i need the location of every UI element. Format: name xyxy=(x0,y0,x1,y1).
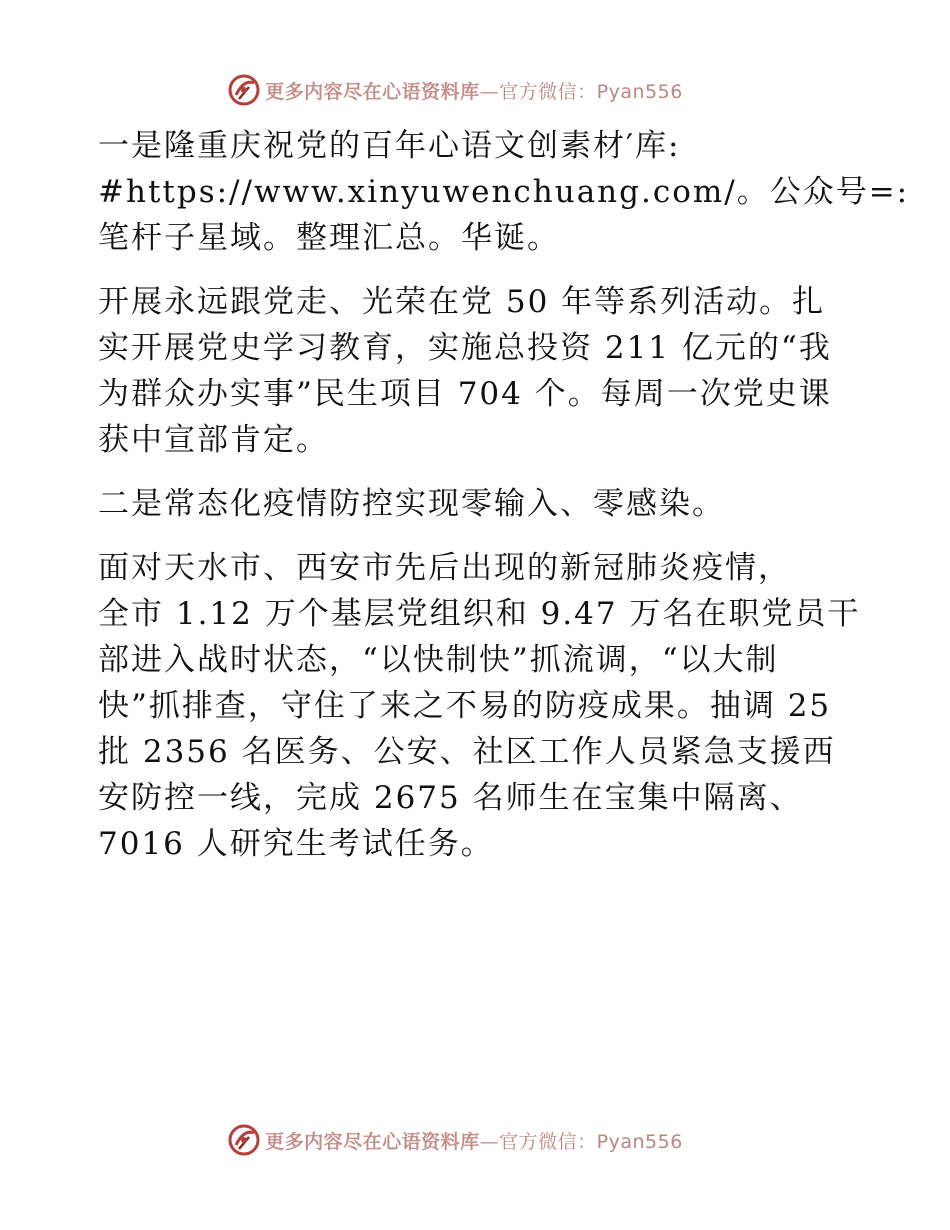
text-line: 快”抓排查，守住了来之不易的防疫成果。抽调 25 xyxy=(98,688,832,724)
paragraph-3 xyxy=(98,481,868,527)
banner-suffix: 官方微信：Pyan556 xyxy=(499,1130,683,1153)
header-banner xyxy=(0,72,950,108)
text-line: 安防控一线，完成 2675 名师生在宝集中隔离、 xyxy=(98,780,803,816)
banner-suffix: 官方微信：Pyan556 xyxy=(499,80,683,103)
text-line: 面对天水市、西安市先后出现的新冠肺炎疫情， xyxy=(98,550,791,586)
text-line: 二是常态化疫情防控实现零输入、零感染。 xyxy=(98,486,725,522)
document-body xyxy=(98,123,910,867)
text-line: 实开展党史学习教育，实施总投资 211 亿元的“我 xyxy=(98,330,832,366)
text-line: #https://www.xinyuwenchuang.com/。公众号=: xyxy=(98,174,910,210)
banner-text xyxy=(265,1127,683,1154)
text-line: 笔杆子星域。整理汇总。华诞。 xyxy=(98,220,560,256)
paragraph-4 xyxy=(98,545,868,867)
text-line: 获中宣部肯定。 xyxy=(98,422,329,458)
banner-dash: — xyxy=(479,80,500,103)
text-line: 部进入战时状态，“以快制快”抓流调，“以大制 xyxy=(98,642,779,678)
logo-icon xyxy=(227,1123,261,1157)
text-line: 一是隆重庆祝党的百年心语文创素材′库: xyxy=(98,128,681,164)
text-line: 全市 1.12 万个基层党组织和 9.47 万名在职党员干 xyxy=(98,596,861,632)
text-line: 开展永远跟党走、光荣在党 50 年等系列活动。扎 xyxy=(98,284,826,320)
text-line: 批 2356 名医务、公安、社区工作人员紧急支援西 xyxy=(98,734,836,770)
banner-text xyxy=(265,77,683,104)
banner-prefix: 更多内容尽在心语资料库 xyxy=(265,1130,480,1153)
logo-icon xyxy=(227,73,261,107)
banner-prefix: 更多内容尽在心语资料库 xyxy=(265,80,480,103)
text-line: 为群众办实事”民生项目 704 个。每周一次党史课 xyxy=(98,376,832,412)
paragraph-1 xyxy=(98,123,910,261)
footer-banner xyxy=(0,1122,950,1158)
banner-dash: — xyxy=(479,1130,500,1153)
paragraph-2 xyxy=(98,279,868,463)
text-line: 7016 人研究生考试任务。 xyxy=(98,826,494,862)
